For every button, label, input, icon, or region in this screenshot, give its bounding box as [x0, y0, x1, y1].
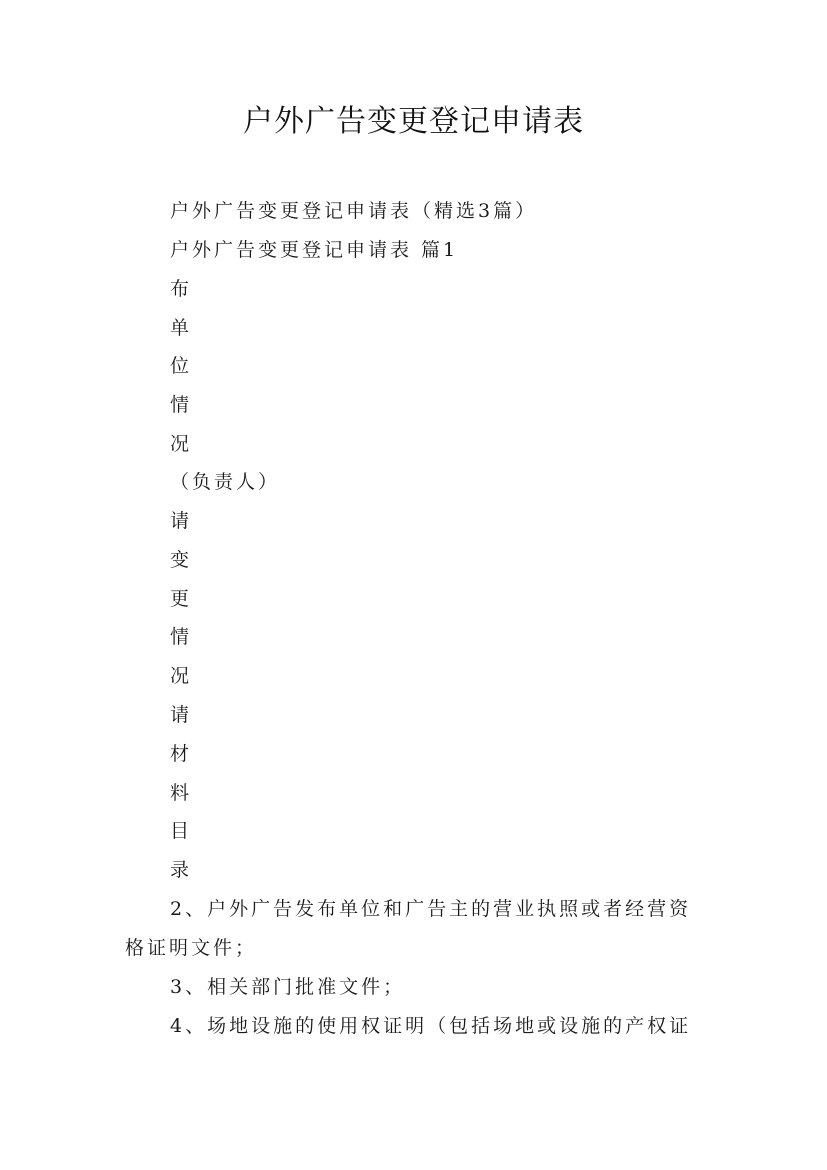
text-line: 况 — [170, 665, 193, 687]
text-line: 单 — [170, 317, 193, 339]
text-line: 变 — [170, 549, 193, 571]
paragraph-line: 3、相关部门批准文件； — [170, 976, 406, 998]
text-line: 材 — [170, 743, 193, 765]
text-line: 位 — [170, 355, 193, 377]
text-line: 布 — [170, 278, 193, 300]
text-line: 请 — [170, 510, 193, 532]
text-line: 况 — [170, 433, 193, 455]
paragraph-line: 格证明文件； — [125, 937, 258, 959]
paragraph-line: 2、户外广告发布单位和广告主的营业执照或者经营资 — [170, 898, 692, 920]
text-line: 更 — [170, 588, 193, 610]
text-line: 情 — [170, 394, 193, 416]
text-line: 请 — [170, 704, 193, 726]
subtitle-line: 户外广告变更登记申请表（精选3篇） — [170, 200, 538, 222]
text-line: 录 — [170, 859, 193, 881]
text-line: 情 — [170, 626, 193, 648]
text-line: 目 — [170, 820, 193, 842]
text-line: （负责人） — [170, 471, 281, 493]
text-line: 料 — [170, 782, 193, 804]
paragraph-line: 4、场地设施的使用权证明（包括场地或设施的产权证 — [170, 1015, 692, 1037]
document-title: 户外广告变更登记申请表 — [243, 104, 584, 139]
section-heading-line: 户外广告变更登记申请表 篇1 — [170, 239, 459, 261]
